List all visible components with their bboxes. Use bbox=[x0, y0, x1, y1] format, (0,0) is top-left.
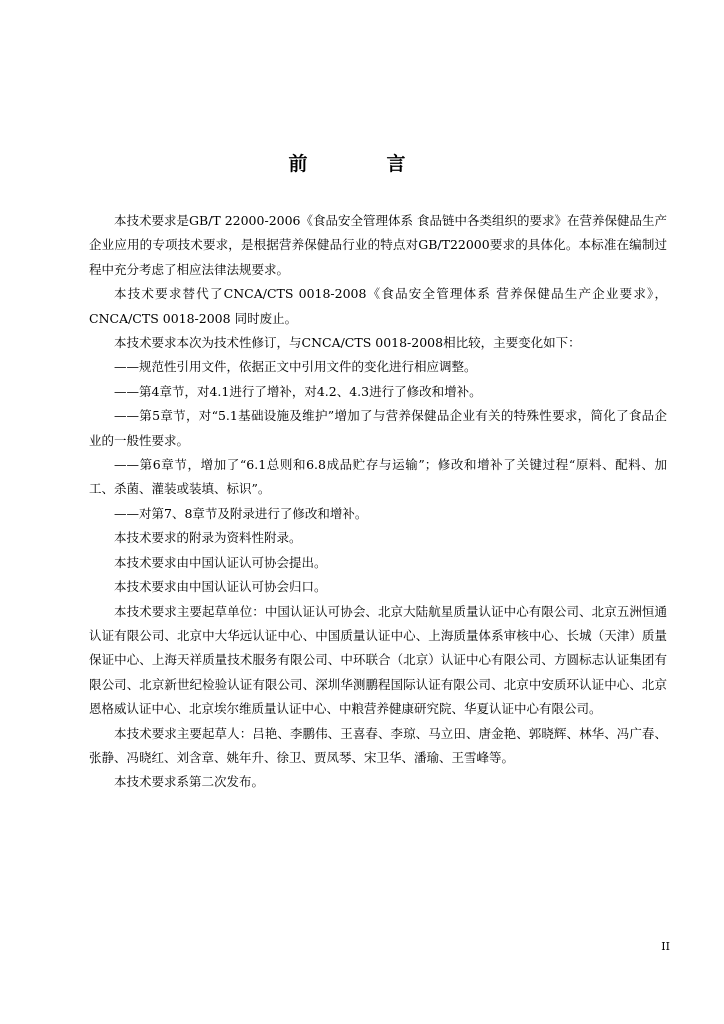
paragraph-proposer: 本技术要求由中国认证认可协会提出。 bbox=[114, 554, 327, 570]
page-title: 前 言 bbox=[288, 153, 436, 175]
paragraph-drafting-units: 本技术要求主要起草单位：中国认证认可协会、北京大陆航星质量认证中心有限公司、北京五洲恒通认证有限公司、北京中大华远认证中心、中国质量认证中心、上海质量体系审核中心、长城（天津）质量保证中心、上海天祥质量技术服务有限公司、中环联合（北京）认证中心有限公司、方圆标志认证集团有限公司、北京新世纪检验认证有限公司、深圳华测鹏程国际认证有限公司、北京中安质环认证中心、北京恩格威认证中心、北京埃尔维质量认证中心、中粮营养健康研究院、华夏认证中心有限公司。 bbox=[89, 603, 667, 717]
paragraph-drafters: 本技术要求主要起草人：吕艳、李鹏伟、王喜春、李琼、马立田、唐金艳、郭晓辉、林华、冯广春、张静、冯晓红、刘含章、姚年升、徐卫、贾凤琴、宋卫华、潘瑜、王雪峰等。 bbox=[89, 725, 667, 765]
paragraph-change-references: ——规范性引用文件，依据正文中引用文件的变化进行相应调整。 bbox=[114, 359, 477, 375]
paragraph-change-chapter-4: ——第4章节，对4.1进行了增补，对4.2、4.3进行了修改和增补。 bbox=[114, 383, 482, 399]
paragraph-administrator: 本技术要求由中国认证认可协会归口。 bbox=[114, 579, 327, 595]
paragraph-scope: 本技术要求是GB/T 22000-2006《食品安全管理体系 食品链中各类组织的要求》在营养保健品生产企业应用的专项技术要求，是根据营养保健品行业的特点对GB/T22000要求的具体化。本标准在编制过程中充分考虑了相应法律法规要求。 bbox=[89, 213, 667, 277]
foreword-body bbox=[89, 209, 667, 795]
paragraph-change-chapter-5: ——第5章节，对“5.1基础设施及维护”增加了与营养保健品企业有关的特殊性要求，简化了食品企业的一般性要求。 bbox=[89, 408, 667, 448]
page-number: II bbox=[661, 940, 670, 953]
paragraph-replacement: 本技术要求替代了CNCA/CTS 0018-2008《食品安全管理体系 营养保健品生产企业要求》，CNCA/CTS 0018-2008 同时废止。 bbox=[89, 286, 667, 326]
paragraph-change-chapter-6: ——第6章节，增加了“6.1总则和6.8成品贮存与运输”；修改和增补了关键过程“原料、配料、加工、杀菌、灌装或装填、标识”。 bbox=[89, 457, 667, 497]
paragraph-appendix: 本技术要求的附录为资料性附录。 bbox=[114, 530, 302, 546]
paragraph-revision-intro: 本技术要求本次为技术性修订，与CNCA/CTS 0018-2008相比较，主要变化如下： bbox=[114, 335, 581, 351]
paragraph-change-chapter-7-8: ——对第7、8章节及附录进行了修改和增补。 bbox=[114, 505, 368, 521]
paragraph-release: 本技术要求系第二次发布。 bbox=[114, 774, 265, 790]
